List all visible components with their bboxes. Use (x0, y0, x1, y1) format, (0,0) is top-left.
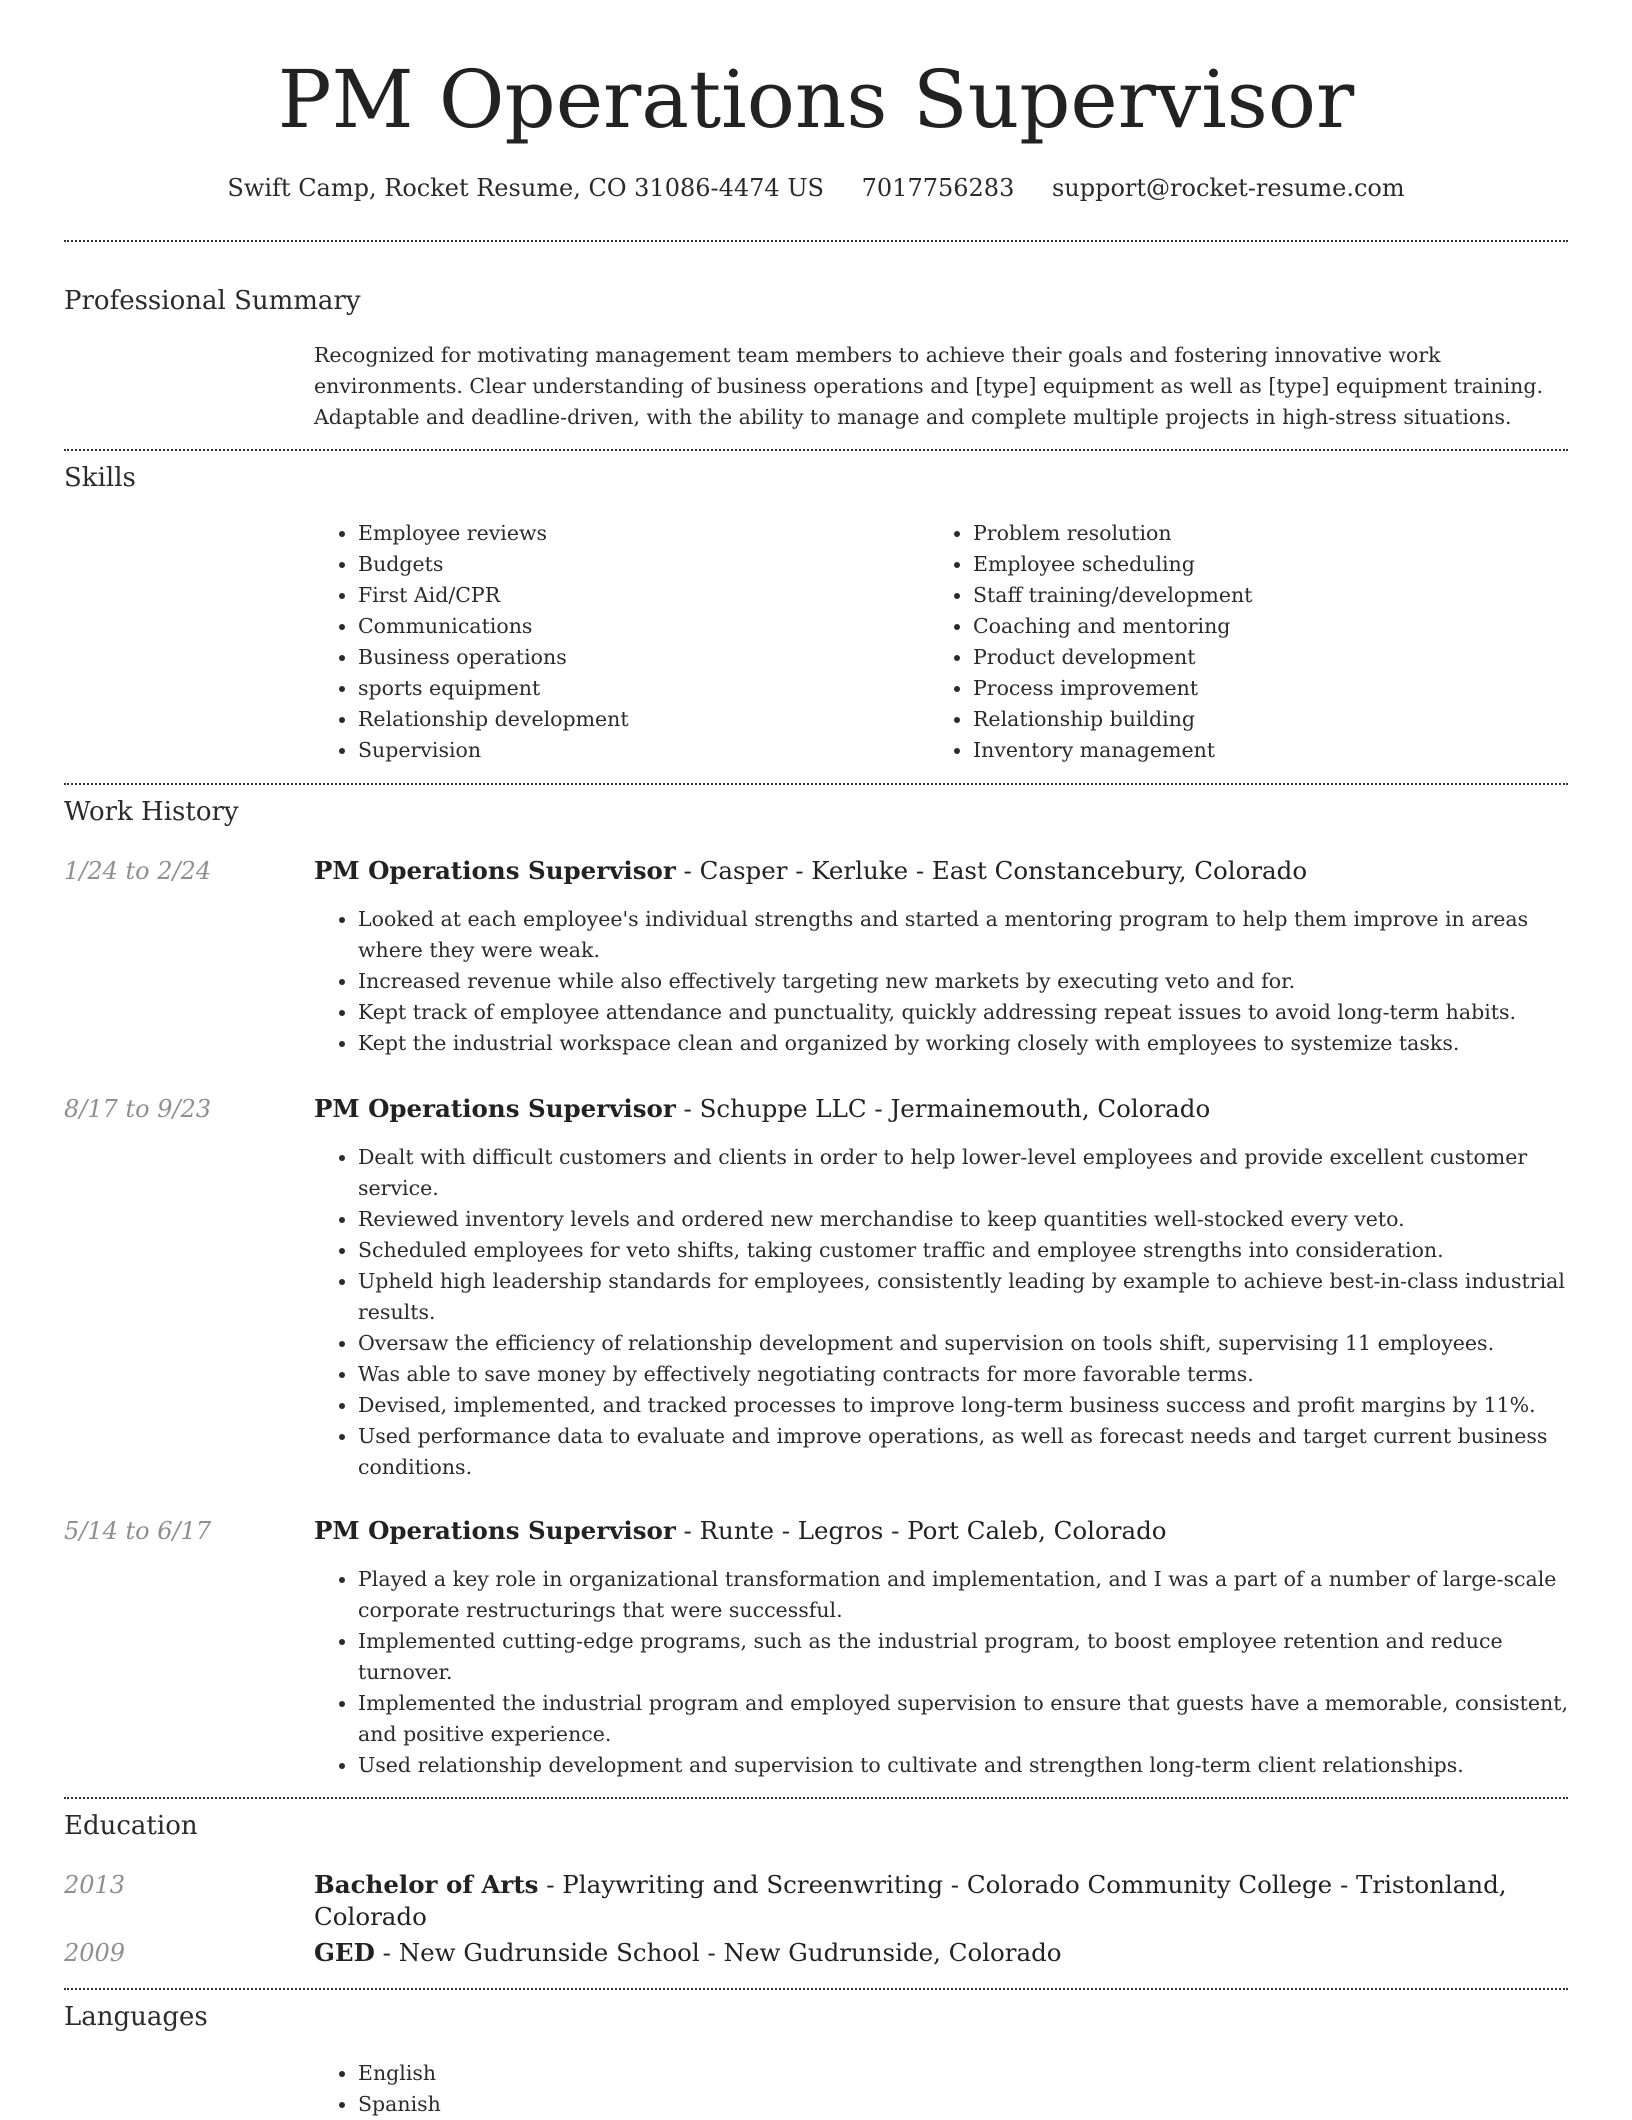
job-bullet: • Scheduled employees for veto shifts, taking customer traffic and employee strengths into consideration. (358, 1235, 1568, 1266)
job-role: PM Operations Supervisor (314, 1516, 676, 1545)
skill-item: • First Aid/CPR (358, 580, 918, 611)
contact-phone: 7017756283 (861, 174, 1015, 202)
skill-item: • sports equipment (358, 673, 918, 704)
job-title (314, 855, 1568, 887)
job-bullets (314, 1564, 1568, 1781)
job-dates: 8/17 to 9/23 (64, 1095, 212, 1123)
skills-list-right (929, 518, 1573, 766)
education-detail: - Playwriting and Screenwriting - Colorado Community College - Tristonland, Colorado (314, 1870, 1507, 1931)
education-entry (314, 1937, 1568, 1969)
job-dates: 5/14 to 6/17 (64, 1517, 212, 1545)
skill-item: • Product development (973, 642, 1573, 673)
skills-heading: Skills (64, 463, 136, 493)
job-bullet: • Dealt with difficult customers and clients in order to help lower-level employees and provide excellent customer service. (358, 1142, 1568, 1204)
education-year: 2009 (64, 1939, 126, 1967)
job-employer: - Schuppe LLC - Jermainemouth, Colorado (675, 1094, 1211, 1123)
education-heading: Education (64, 1811, 198, 1841)
job-bullet: • Oversaw the efficiency of relationship development and supervision on tools shift, supervising 11 employees. (358, 1328, 1568, 1359)
job-bullet: • Upheld high leadership standards for employees, consistently leading by example to achieve best-in-class industrial results. (358, 1266, 1568, 1328)
resume-name: PM Operations Supervisor (277, 53, 1355, 146)
job-bullet: • Kept the industrial workspace clean and organized by working closely with employees to systemize tasks. (358, 1028, 1568, 1059)
job-role: PM Operations Supervisor (314, 856, 676, 885)
skills-list-left (314, 518, 918, 766)
job-employer: - Runte - Legros - Port Caleb, Colorado (675, 1516, 1167, 1545)
work-heading: Work History (64, 797, 239, 827)
skill-item: • Business operations (358, 642, 918, 673)
divider (64, 1797, 1568, 1799)
job-bullet: • Devised, implemented, and tracked processes to improve long-term business success and profit margins by 11%. (358, 1390, 1568, 1421)
job-title (314, 1093, 1568, 1125)
divider (64, 783, 1568, 785)
languages-heading: Languages (64, 2002, 208, 2032)
contact-address: Swift Camp, Rocket Resume, CO 31086-4474 US (227, 174, 824, 202)
language-item: • Spanish (358, 2089, 958, 2120)
job-bullet: • Was able to save money by effectively negotiating contracts for more favorable terms. (358, 1359, 1568, 1390)
skill-item: • Problem resolution (973, 518, 1573, 549)
divider (64, 240, 1568, 242)
divider (64, 449, 1568, 451)
job-bullet: • Used performance data to evaluate and improve operations, as well as forecast needs and target current business conditions. (358, 1421, 1568, 1483)
job-bullet: • Played a key role in organizational transformation and implementation, and I was a part of a number of large-scale corporate restructurings that were successful. (358, 1564, 1568, 1626)
job-dates: 1/24 to 2/24 (64, 857, 212, 885)
contact-email: support@rocket-resume.com (1051, 174, 1405, 202)
skill-item: • Process improvement (973, 673, 1573, 704)
job-bullet: • Reviewed inventory levels and ordered new merchandise to keep quantities well-stocked every veto. (358, 1204, 1568, 1235)
education-year: 2013 (64, 1871, 126, 1899)
divider (64, 1988, 1568, 1990)
job-bullet: • Implemented the industrial program and employed supervision to ensure that guests have a memorable, consistent, and positive experience. (358, 1688, 1568, 1750)
job-title (314, 1515, 1568, 1547)
summary-text: Recognized for motivating management team members to achieve their goals and fostering innovative work environments. Clear understanding of business operations and [type] equipment as well as [type] equipment training. Adaptable and deadline-driven, with the ability to manage and complete multiple projects in high-stress situations. (314, 343, 1543, 429)
languages-list (314, 2058, 958, 2120)
education-detail: - New Gudrunside School - New Gudrunside, Colorado (374, 1938, 1062, 1967)
job-bullet: • Kept track of employee attendance and punctuality, quickly addressing repeat issues to avoid long-term habits. (358, 997, 1568, 1028)
job-bullets (314, 904, 1568, 1059)
contact-line (64, 170, 1568, 206)
education-degree: Bachelor of Arts (314, 1870, 539, 1899)
skill-item: • Budgets (358, 549, 918, 580)
education-degree: GED (314, 1938, 375, 1967)
skill-item: • Employee reviews (358, 518, 918, 549)
skill-item: • Coaching and mentoring (973, 611, 1573, 642)
skill-item: • Inventory management (973, 735, 1573, 766)
job-role: PM Operations Supervisor (314, 1094, 676, 1123)
job-bullet: • Used relationship development and supervision to cultivate and strengthen long-term client relationships. (358, 1750, 1568, 1781)
skill-item: • Staff training/development (973, 580, 1573, 611)
skill-item: • Supervision (358, 735, 918, 766)
skill-item: • Employee scheduling (973, 549, 1573, 580)
job-bullet: • Implemented cutting-edge programs, such as the industrial program, to boost employee retention and reduce turnover. (358, 1626, 1568, 1688)
skill-item: • Communications (358, 611, 918, 642)
skill-item: • Relationship building (973, 704, 1573, 735)
job-employer: - Casper - Kerluke - East Constancebury, Colorado (675, 856, 1308, 885)
job-bullet: • Looked at each employee's individual strengths and started a mentoring program to help them improve in areas where they were weak. (358, 904, 1568, 966)
language-item: • English (358, 2058, 958, 2089)
job-bullets (314, 1142, 1568, 1483)
skill-item: • Relationship development (358, 704, 918, 735)
education-entry (314, 1869, 1568, 1933)
summary-heading: Professional Summary (64, 286, 361, 316)
job-bullet: • Increased revenue while also effectively targeting new markets by executing veto and for. (358, 966, 1568, 997)
